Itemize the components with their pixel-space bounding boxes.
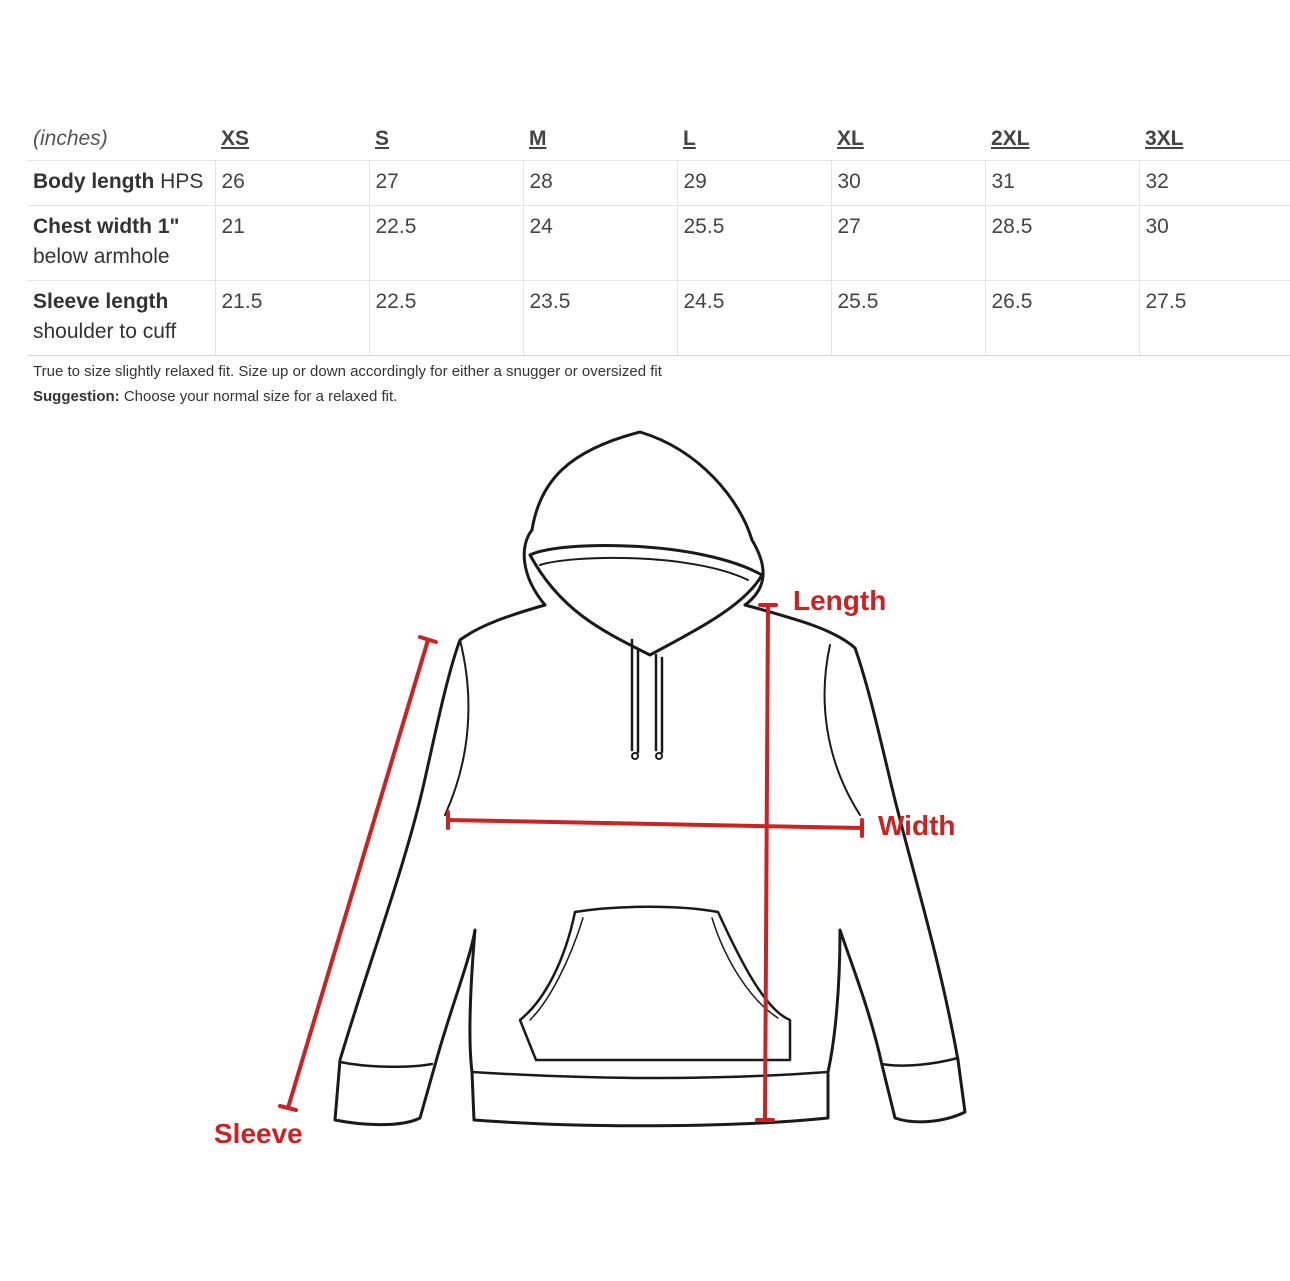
table-cell: 28 bbox=[523, 161, 677, 206]
table-cell: 25.5 bbox=[677, 206, 831, 281]
sleeve-label: Sleeve bbox=[214, 1118, 303, 1149]
body-outline bbox=[335, 605, 965, 1126]
table-row-sleeve-length bbox=[27, 281, 1290, 356]
size-header-2xl: 2XL bbox=[985, 118, 1139, 161]
row-label-sub: below armhole bbox=[33, 245, 170, 268]
hood-inner bbox=[540, 558, 748, 580]
hoodie-outline bbox=[335, 432, 965, 1126]
table-cell: 29 bbox=[677, 161, 831, 206]
size-header-s: S bbox=[369, 118, 523, 161]
table-cell: 26.5 bbox=[985, 281, 1139, 356]
hood-outer bbox=[524, 432, 763, 605]
cuff-left bbox=[340, 1062, 432, 1067]
row-label-sub: shoulder to cuff bbox=[33, 320, 177, 343]
fit-notes bbox=[33, 359, 662, 409]
table-cell: 24.5 bbox=[677, 281, 831, 356]
table-row-body-length bbox=[27, 161, 1290, 206]
table-cell: 21.5 bbox=[215, 281, 369, 356]
drawstring-left bbox=[632, 640, 638, 752]
row-label bbox=[27, 161, 215, 206]
kangaroo-pocket bbox=[520, 907, 790, 1060]
waistband bbox=[472, 1072, 828, 1078]
length-line bbox=[765, 605, 768, 1120]
seam-left bbox=[445, 640, 468, 815]
table-cell: 31 bbox=[985, 161, 1139, 206]
size-header-xl: XL bbox=[831, 118, 985, 161]
hoodie-measurement-diagram bbox=[0, 410, 1290, 1210]
fit-note: True to size slightly relaxed fit. Size up or down accordingly for either a snugger or oversized fit bbox=[33, 363, 662, 380]
row-label-text: Chest width 1" bbox=[33, 215, 180, 238]
drawstring-right bbox=[656, 655, 662, 752]
row-label-text: Sleeve length bbox=[33, 290, 169, 313]
suggestion-text: Choose your normal size for a relaxed fit. bbox=[119, 388, 398, 405]
table-row-chest-width bbox=[27, 206, 1290, 281]
length-label: Length bbox=[793, 585, 887, 616]
table-cell: 30 bbox=[1139, 206, 1290, 281]
seam-right bbox=[825, 645, 860, 815]
sleeve-cap-top bbox=[420, 637, 436, 642]
size-header-xs: XS bbox=[215, 118, 369, 161]
sleeve-line bbox=[288, 640, 428, 1108]
table-cell: 26 bbox=[215, 161, 369, 206]
hood-opening bbox=[530, 545, 762, 655]
size-header-l: L bbox=[677, 118, 831, 161]
table-cell: 22.5 bbox=[369, 281, 523, 356]
table-cell: 27 bbox=[369, 161, 523, 206]
unit-label: (inches) bbox=[27, 118, 215, 161]
size-header-3xl: 3XL bbox=[1139, 118, 1290, 161]
cuff-right bbox=[882, 1058, 958, 1066]
table-cell: 27.5 bbox=[1139, 281, 1290, 356]
width-line bbox=[448, 820, 862, 828]
hoodie-illustration bbox=[0, 410, 1290, 1210]
table-cell: 23.5 bbox=[523, 281, 677, 356]
suggestion bbox=[33, 384, 662, 409]
measurement-lines bbox=[280, 605, 862, 1120]
table-cell: 24 bbox=[523, 206, 677, 281]
row-label bbox=[27, 206, 215, 281]
sleeve-cap-bottom bbox=[280, 1106, 296, 1110]
row-label-suffix: HPS bbox=[160, 170, 204, 193]
row-label-text: Body length bbox=[33, 170, 155, 193]
width-label: Width bbox=[878, 810, 956, 841]
table-cell: 32 bbox=[1139, 161, 1290, 206]
size-header-m: M bbox=[523, 118, 677, 161]
table-cell: 28.5 bbox=[985, 206, 1139, 281]
table-cell: 22.5 bbox=[369, 206, 523, 281]
size-header-row bbox=[27, 118, 1290, 161]
table-cell: 25.5 bbox=[831, 281, 985, 356]
size-chart-table bbox=[27, 118, 1290, 356]
row-label bbox=[27, 281, 215, 356]
table-cell: 21 bbox=[215, 206, 369, 281]
table-cell: 27 bbox=[831, 206, 985, 281]
suggestion-label: Suggestion: bbox=[33, 388, 120, 405]
table-cell: 30 bbox=[831, 161, 985, 206]
